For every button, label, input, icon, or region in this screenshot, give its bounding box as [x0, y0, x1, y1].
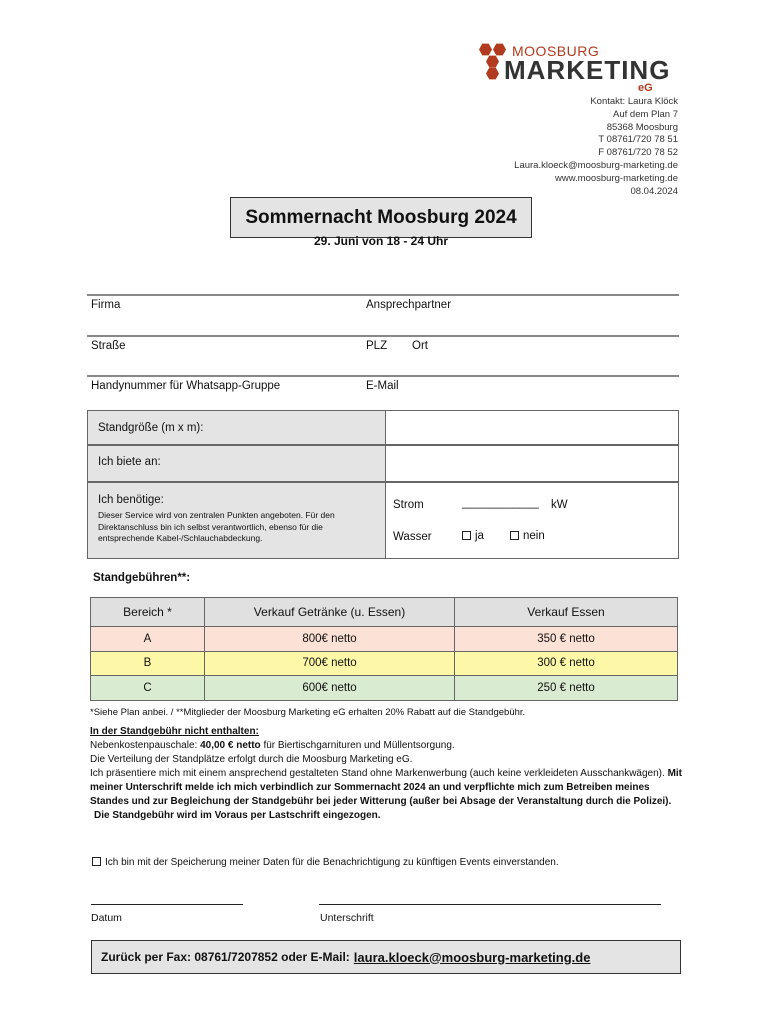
field-label-handy: Handynummer für Whatsapp-Gruppe	[91, 380, 281, 392]
contact-website[interactable]: www.moosburg-marketing.de	[554, 172, 678, 184]
datum-line[interactable]	[91, 904, 243, 905]
field-label-strasse: Straße	[91, 340, 126, 352]
terms-line: Die Verteilung der Standplätze erfolgt durch die Moosburg Marketing eG.	[90, 754, 413, 765]
column-header: Verkauf Getränke (u. Essen)	[205, 598, 455, 627]
unterschrift-label: Unterschrift	[320, 912, 374, 924]
logo-hex-icon	[479, 43, 492, 56]
page-title: Sommernacht Moosburg 2024	[230, 197, 532, 238]
kw-label: kW	[551, 499, 568, 511]
stand-details-box	[87, 410, 679, 559]
column-header: Verkauf Essen	[455, 598, 678, 627]
contact-date: 08.04.2024	[630, 185, 678, 197]
fees-table	[90, 597, 678, 701]
table-header-row	[91, 598, 678, 627]
ich-biete-label: Ich biete an:	[98, 456, 161, 468]
terms-bold-part: Mit meiner Unterschrift melde ich mich verbindlich zur Sommernacht 2024 an und verpflichte mich zum Betreiben meines Standes und zur Begleichung der Standgebühr bei jeder Witterung (außer bei Absage der Veranstaltung durch die Polizei).	[90, 768, 683, 807]
consent-label: Ich bin mit der Speicherung meiner Daten für die Benachrichtigung zu künftigen Events einverstanden.	[105, 857, 559, 868]
field-label-ort: Ort	[412, 340, 428, 352]
logo-line1: MOOSBURG	[512, 43, 600, 59]
service-note: Dieser Service wird von zentralen Punkten angeboten. Für den Direktanschluss bin ich selbst verantwortlich, ebenso für die entsprechende Kabel-/Schlauchabdeckung.	[98, 510, 335, 543]
divider	[87, 375, 679, 377]
terms-line	[90, 739, 690, 753]
table-cell: B	[91, 651, 205, 676]
table-cell: 350 € netto	[455, 627, 678, 652]
contact-street: Auf dem Plan 7	[613, 108, 678, 120]
table-row	[91, 627, 678, 652]
table-cell: 800€ netto	[205, 627, 455, 652]
ich-benoetige-label: Ich benötige:	[98, 494, 164, 506]
wasser-ja-label: ja	[475, 530, 484, 542]
field-label-firma: Firma	[91, 299, 121, 311]
logo-line2: MARKETING	[504, 55, 671, 85]
terms-text	[90, 725, 690, 823]
table-row	[91, 676, 678, 701]
contact-phone: T 08761/720 78 51	[598, 134, 678, 146]
table-cell: 250 € netto	[455, 676, 678, 701]
datum-label: Datum	[91, 912, 122, 924]
checkbox-icon[interactable]	[462, 531, 471, 540]
column-header: Bereich *	[91, 598, 205, 627]
fees-footnote: *Siehe Plan anbei. / **Mitglieder der Moosburg Marketing eG erhalten 20% Rabatt auf die Standgebühr.	[90, 707, 526, 718]
return-email-link[interactable]: laura.kloeck@moosburg-marketing.de	[353, 949, 591, 965]
checkbox-icon[interactable]	[510, 531, 519, 540]
divider	[88, 444, 678, 446]
terms-bold-part: Die Standgebühr wird im Voraus per Lastschrift eingezogen.	[94, 810, 381, 821]
logo	[474, 40, 684, 95]
table-cell: C	[91, 676, 205, 701]
terms-text-part: für Biertischgarnituren und Müllentsorgung.	[260, 740, 455, 751]
terms-line	[90, 809, 690, 823]
contact-block	[514, 96, 678, 198]
field-label-ansprechpartner: Ansprechpartner	[366, 299, 452, 311]
logo-hex-icon	[486, 67, 499, 80]
terms-heading: In der Standgebühr nicht enthalten:	[90, 726, 259, 737]
terms-bold-part: 40,00 € netto	[200, 740, 261, 751]
consent-option[interactable]	[92, 857, 559, 868]
divider	[87, 335, 679, 337]
wasser-nein-option[interactable]	[510, 530, 545, 542]
terms-text-part: Nebenkostenpauschale:	[90, 740, 201, 751]
standgroesse-label: Standgröße (m x m):	[98, 422, 204, 434]
table-row	[91, 651, 678, 676]
terms-line	[90, 767, 690, 809]
contact-name: Kontakt: Laura Klöck	[590, 96, 678, 107]
table-cell: 700€ netto	[205, 651, 455, 676]
field-label-plz: PLZ	[366, 340, 388, 352]
wasser-nein-label: nein	[523, 530, 545, 542]
event-date: 29. Juni von 18 - 24 Uhr	[313, 234, 449, 248]
contact-fax: F 08761/720 78 52	[598, 147, 678, 159]
table-cell: A	[91, 627, 205, 652]
checkbox-icon[interactable]	[92, 857, 101, 866]
standgebuehren-heading: Standgebühren**:	[93, 572, 191, 584]
logo-hex-icon	[486, 55, 499, 68]
divider	[87, 294, 679, 296]
table-cell: 600€ netto	[205, 676, 455, 701]
wasser-label: Wasser	[393, 531, 432, 543]
divider	[88, 481, 678, 483]
strom-input[interactable]: ____________	[462, 497, 539, 509]
field-label-email: E-Mail	[366, 380, 399, 392]
unterschrift-line[interactable]	[319, 904, 661, 905]
logo-line3: eG	[638, 82, 653, 94]
wasser-ja-option[interactable]	[462, 530, 484, 542]
strom-label: Strom	[393, 499, 424, 511]
contact-email[interactable]: Laura.kloeck@moosburg-marketing.de	[514, 159, 678, 171]
return-info-text: Zurück per Fax: 08761/7207852 oder E-Mail:	[101, 950, 350, 964]
return-info-box	[91, 940, 681, 974]
contact-city: 85368 Moosburg	[606, 121, 678, 133]
terms-text-part: Ich präsentiere mich mit einem ansprechend gestalteten Stand ohne Markenwerbung (auch keine verkleideten Ausschankwägen).	[90, 768, 668, 779]
table-cell: 300 € netto	[455, 651, 678, 676]
